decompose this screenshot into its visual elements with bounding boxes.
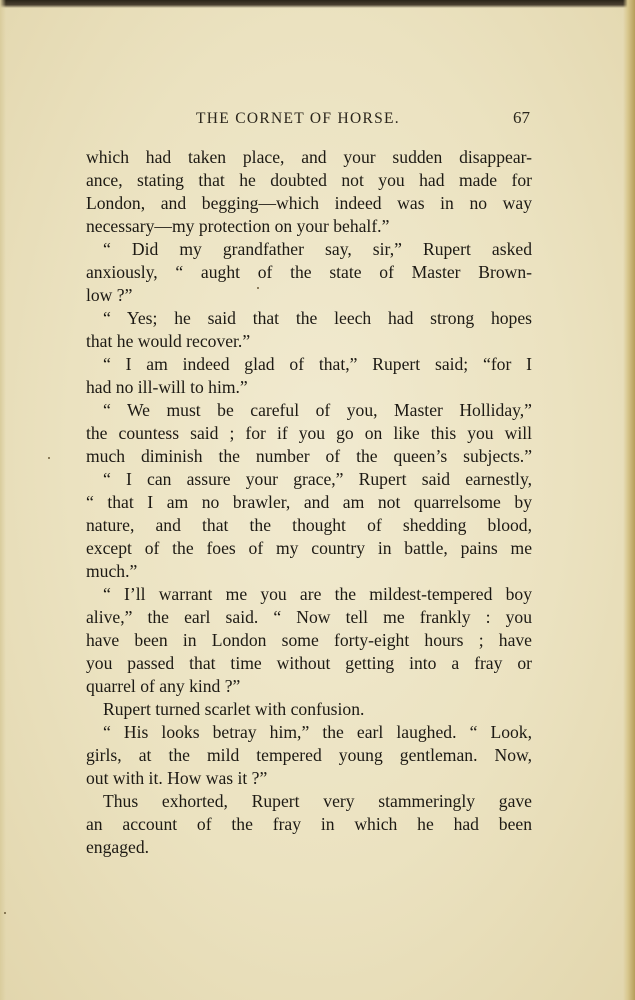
text-line-content: London, and begging—which indeed was in no way <box>86 193 532 213</box>
text-line-content: low ?” <box>86 285 133 305</box>
text-line-content: except of the foes of my country in battle, pains me <box>86 538 532 558</box>
text-line-content: “ Yes; he said that the leech had strong hopes <box>103 308 532 328</box>
text-line <box>86 422 532 445</box>
text-line-content: Thus exhorted, Rupert very stammeringly gave <box>103 791 532 811</box>
text-line <box>86 767 532 790</box>
text-line-content: quarrel of any kind ?” <box>86 676 241 696</box>
text-line-content: out with it. How was it ?” <box>86 768 268 788</box>
page-left-edge <box>0 0 6 1000</box>
text-line-content: which had taken place, and your sudden disappear- <box>86 147 532 167</box>
text-line <box>86 537 532 560</box>
text-line <box>86 330 532 353</box>
text-line <box>86 238 532 261</box>
text-line-content: you passed that time without getting into a fray or <box>86 653 532 673</box>
text-line-content: “ We must be careful of you, Master Holliday,” <box>103 400 532 420</box>
text-line <box>86 353 532 376</box>
text-line <box>86 146 532 169</box>
text-line-content: that he would recover.” <box>86 331 251 351</box>
paper-speck <box>257 287 259 289</box>
text-line <box>86 192 532 215</box>
text-line <box>86 813 532 836</box>
text-line-content: “ His looks betray him,” the earl laughed. “ Look, <box>103 722 532 742</box>
text-line <box>86 606 532 629</box>
text-line-content: Rupert turned scarlet with confusion. <box>103 699 365 719</box>
text-line <box>86 721 532 744</box>
text-line <box>86 675 532 698</box>
text-line <box>86 399 532 422</box>
text-line-content: the countess said ; for if you go on like this you will <box>86 423 532 443</box>
text-line-content: girls, at the mild tempered young gentleman. Now, <box>86 745 532 765</box>
text-line-content: an account of the fray in which he had been <box>86 814 532 834</box>
text-line-content: “ I’ll warrant me you are the mildest-tempered boy <box>103 584 532 604</box>
text-line-content: ance, stating that he doubted not you had made for <box>86 170 532 190</box>
text-line-content: necessary—my protection on your behalf.” <box>86 216 390 236</box>
page-top-shadow <box>0 0 635 8</box>
page-right-edge <box>623 0 635 1000</box>
text-line-content: had no ill-will to him.” <box>86 377 248 397</box>
text-line-content: anxiously, “ aught of the state of Master Brown- <box>86 262 532 282</box>
text-line <box>86 514 532 537</box>
text-line <box>86 468 532 491</box>
page-number: 67 <box>513 108 530 127</box>
text-line <box>86 560 532 583</box>
text-line <box>86 652 532 675</box>
text-line <box>86 376 532 399</box>
paper-speck <box>4 912 6 914</box>
text-line-content: “ Did my grandfather say, sir,” Rupert asked <box>103 239 532 259</box>
running-head: THE CORNET OF HORSE. <box>196 110 400 127</box>
text-line-content: alive,” the earl said. “ Now tell me frankly : you <box>86 607 532 627</box>
text-line <box>86 445 532 468</box>
paper-speck <box>48 457 50 459</box>
body-text <box>86 146 532 859</box>
text-line <box>86 744 532 767</box>
text-line <box>86 215 532 238</box>
text-line-content: “ I can assure your grace,” Rupert said earnestly, <box>103 469 532 489</box>
text-line <box>86 491 532 514</box>
text-line-content: “ that I am no brawler, and am not quarrelsome by <box>86 492 532 512</box>
text-line <box>86 284 532 307</box>
text-line <box>86 790 532 813</box>
text-line <box>86 698 532 721</box>
text-line <box>86 307 532 330</box>
text-line-content: “ I am indeed glad of that,” Rupert said; “for I <box>103 354 532 374</box>
text-line-content: much diminish the number of the queen’s subjects.” <box>86 446 532 466</box>
text-line <box>86 583 532 606</box>
text-line <box>86 169 532 192</box>
text-line <box>86 261 532 284</box>
text-line <box>86 836 532 859</box>
page-header <box>86 108 532 130</box>
text-line-content: have been in London some forty-eight hours ; have <box>86 630 532 650</box>
text-line-content: much.” <box>86 561 138 581</box>
text-line-content: engaged. <box>86 837 150 857</box>
text-line-content: nature, and that the thought of shedding blood, <box>86 515 532 535</box>
text-line <box>86 629 532 652</box>
